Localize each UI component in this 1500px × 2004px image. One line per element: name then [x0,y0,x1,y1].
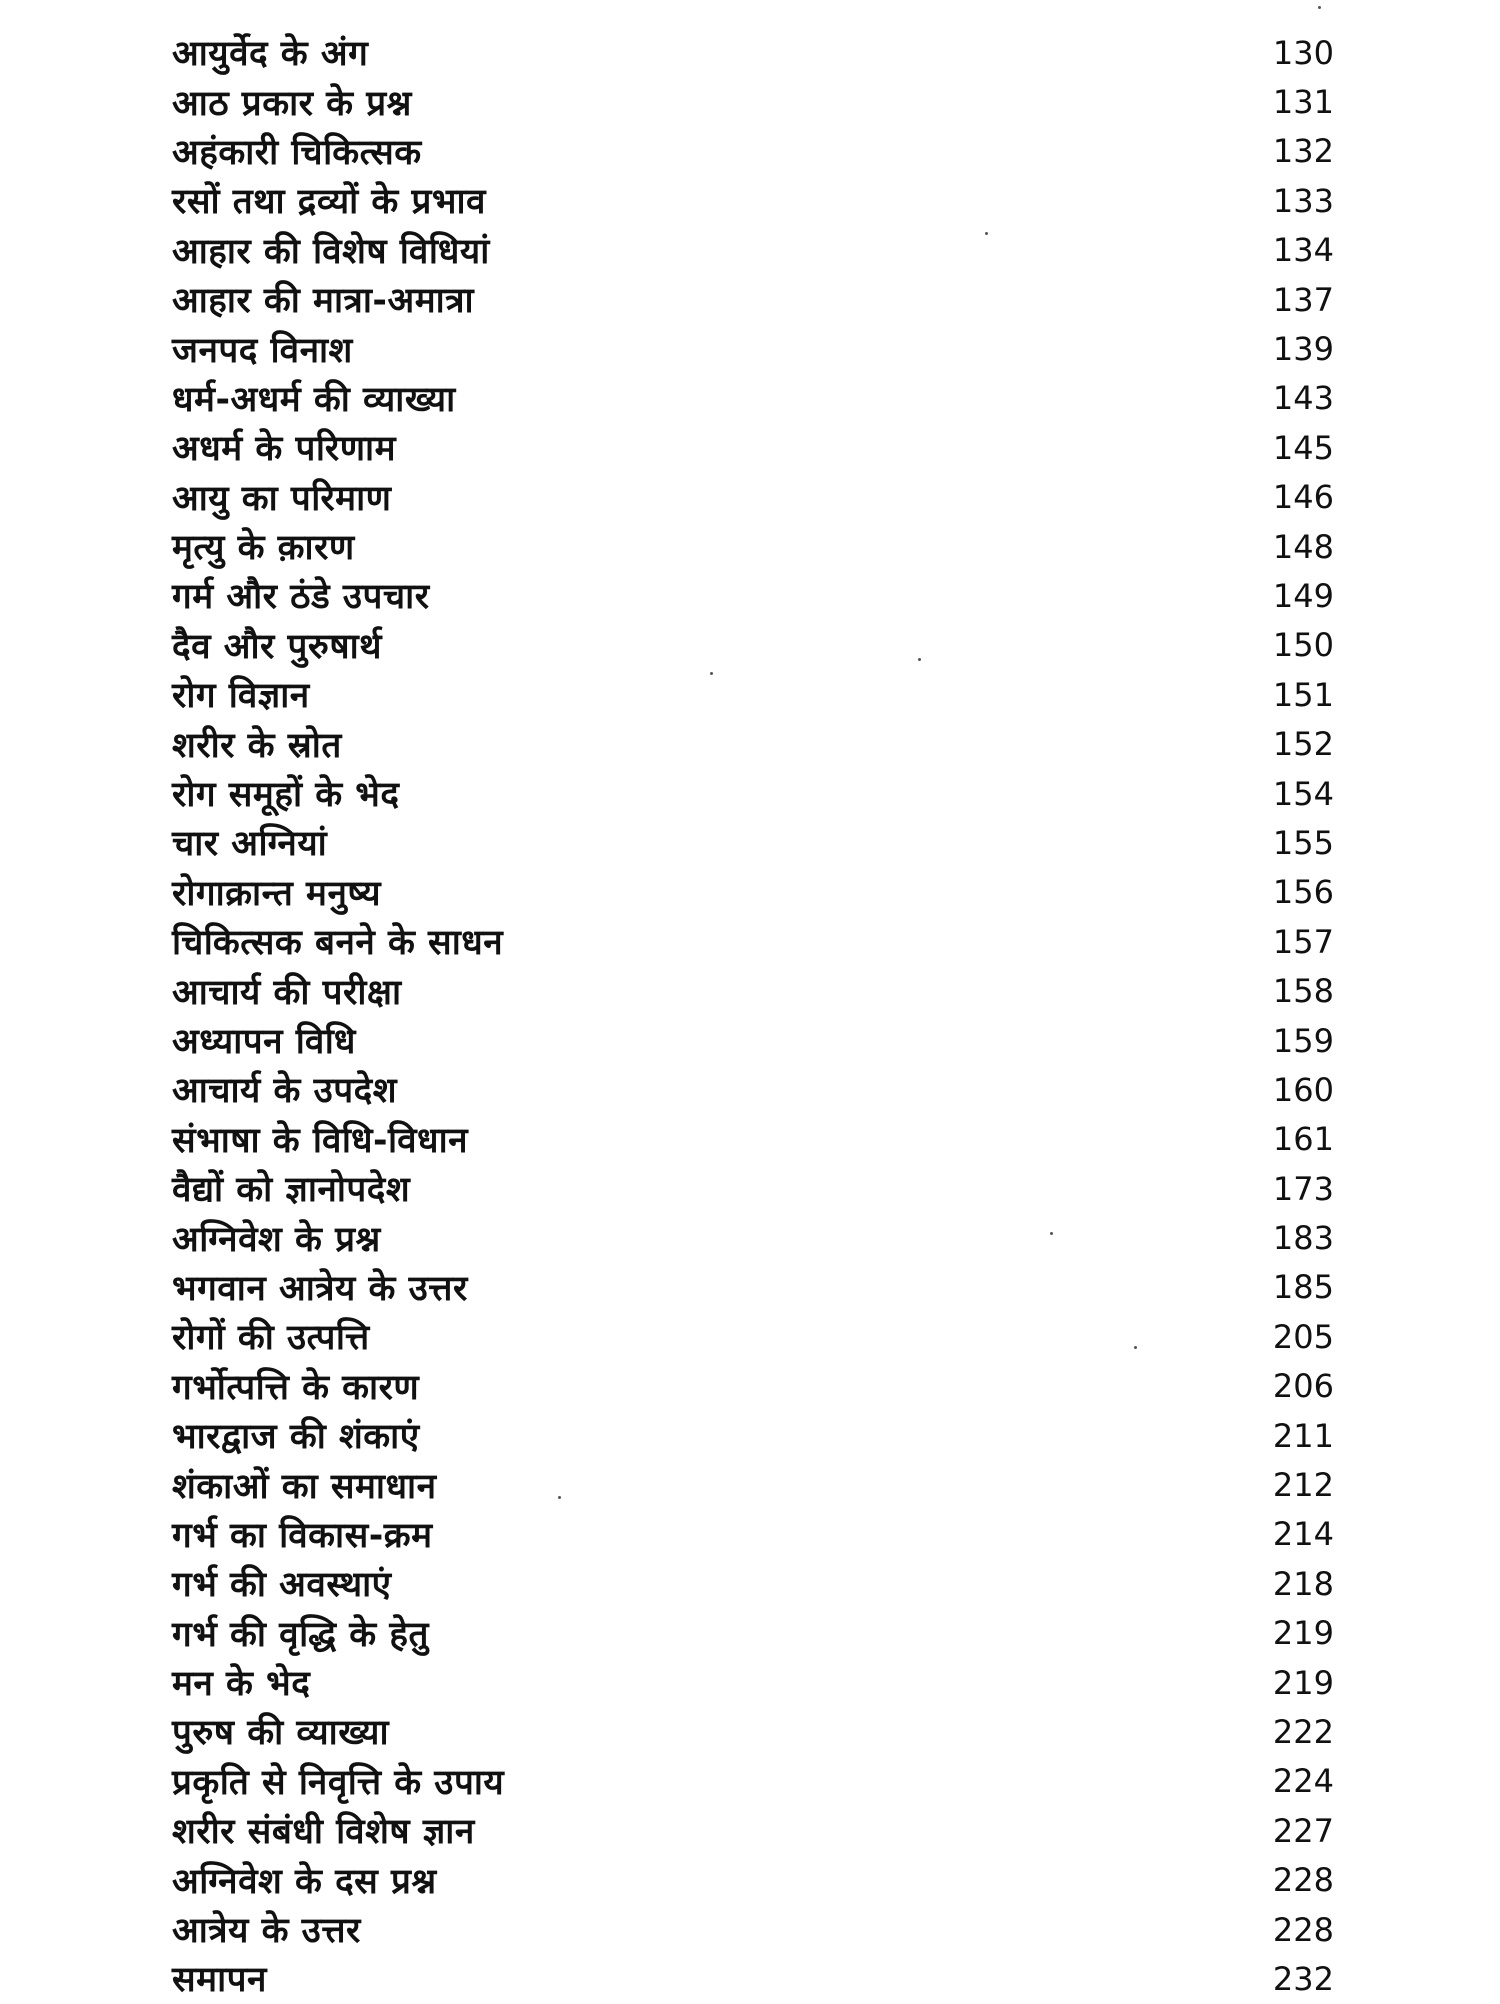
toc-entry-page-number: 227 [1272,1811,1334,1850]
toc-entry-title: अग्निवेश के दस प्रश्न [172,1861,437,1902]
toc-entry-title: वैद्यों को ज्ञानोपदेश [172,1170,411,1211]
toc-entry-title: प्रकृति से निवृत्ति के उपाय [172,1762,505,1803]
toc-entry-page-number: 232 [1272,1959,1334,1998]
toc-entry [172,1757,1342,1806]
toc-entry-title: मन के भेद [172,1664,311,1705]
toc-entry-title: मृत्यु के क़ारण [172,528,355,569]
toc-entry [172,621,1342,670]
toc-entry-title: अध्यापन विधि [172,1022,356,1062]
toc-entry-page-number: 134 [1272,231,1334,270]
toc-entry-page-number: 139 [1272,330,1334,369]
toc-entry [172,1411,1342,1460]
toc-entry-title: गर्भ की वृद्धि के हेतु [172,1614,429,1655]
toc-entry-title: गर्म और ठंडे उपचार [172,577,430,618]
toc-entry-title: शंकाओं का समाधान [172,1466,437,1507]
toc-entry [172,1559,1342,1608]
toc-entry [172,818,1342,867]
toc-entry-page-number: 156 [1272,873,1334,912]
toc-entry [172,28,1342,77]
toc-entry-title: शरीर संबंधी विशेष ज्ञान [172,1812,475,1853]
toc-entry-page-number: 157 [1272,922,1334,961]
toc-entry-page-number: 228 [1272,1910,1334,1949]
toc-entry-title: चिकित्सक बनने के साधन [172,923,504,964]
toc-entry-title: अहंकारी चिकित्सक [172,132,422,173]
toc-entry-title: जनपद विनाश [172,330,353,371]
toc-entry-title: शरीर के स्रोत [172,725,342,766]
toc-entry-title: आहार की विशेष विधियां [172,231,490,272]
toc-entry [172,670,1342,719]
toc-entry [172,176,1342,225]
toc-entry-title: रोग समूहों के भेद [172,775,400,816]
toc-entry [172,571,1342,620]
toc-entry [172,1312,1342,1361]
toc-entry [172,1510,1342,1559]
toc-entry-page-number: 219 [1272,1663,1334,1702]
toc-entry [172,1658,1342,1707]
toc-entry-page-number: 151 [1272,675,1334,714]
toc-entry-page-number: 185 [1272,1268,1334,1307]
toc-entry-title: रसों तथा द्रव्यों के प्रभाव [172,182,487,223]
toc-entry-title: गर्भ की अवस्थाएं [172,1565,392,1606]
toc-entry-page-number: 130 [1272,33,1334,72]
toc-entry-title: समापन [172,1960,267,2001]
toc-entry [172,1213,1342,1262]
table-of-contents [172,28,1342,2004]
toc-entry [172,1362,1342,1411]
toc-entry-page-number: 155 [1272,823,1334,862]
toc-entry [172,1954,1342,2003]
toc-entry [172,1065,1342,1114]
toc-entry-title: चार अग्नियां [172,824,328,865]
toc-entry-page-number: 206 [1272,1367,1334,1406]
toc-entry-page-number: 154 [1272,774,1334,813]
toc-entry [172,1806,1342,1855]
toc-entry [172,1016,1342,1065]
toc-entry-title: भारद्वाज की शंकाएं [172,1417,420,1458]
toc-entry-title: संभाषा के विधि-विधान [172,1120,469,1161]
toc-entry-title: आठ प्रकार के प्रश्न [172,83,412,124]
toc-entry-page-number: 133 [1272,181,1334,220]
toc-entry-page-number: 173 [1272,1169,1334,1208]
toc-entry [172,275,1342,324]
toc-entry [172,868,1342,917]
toc-entry-page-number: 224 [1272,1762,1334,1801]
toc-entry-title: आचार्य के उपदेश [172,1071,398,1112]
toc-entry-title: आहार की मात्रा-अमात्रा [172,281,475,322]
toc-entry-page-number: 222 [1272,1712,1334,1751]
toc-entry-page-number: 148 [1272,527,1334,566]
toc-entry-page-number: 131 [1272,83,1334,122]
toc-entry-title: आत्रेय के उत्तर [172,1911,361,1952]
toc-entry-title: आयु का परिमाण [172,478,392,519]
toc-entry [172,374,1342,423]
toc-entry-page-number: 132 [1272,132,1334,171]
toc-entry [172,1115,1342,1164]
toc-entry [172,423,1342,472]
toc-entry [172,226,1342,275]
toc-entry-page-number: 160 [1272,1070,1334,1109]
toc-entry [172,1164,1342,1213]
toc-entry-page-number: 218 [1272,1564,1334,1603]
toc-entry-page-number: 214 [1272,1515,1334,1554]
toc-entry [172,1263,1342,1312]
toc-entry [172,127,1342,176]
toc-entry-title: गर्भ का विकास-क्रम [172,1515,433,1556]
toc-entry [172,1905,1342,1954]
toc-entry-page-number: 183 [1272,1219,1334,1258]
toc-entry-title: दैव और पुरुषार्थ [172,626,383,667]
toc-entry-title: पुरुष की व्याख्या [172,1713,390,1754]
toc-entry-page-number: 143 [1272,379,1334,418]
toc-entry-title: रोगों की उत्पत्ति [172,1318,370,1359]
toc-entry-title: रोगाक्रान्त मनुष्य [172,873,382,914]
toc-entry-page-number: 159 [1272,1021,1334,1060]
toc-entry [172,917,1342,966]
toc-entry [172,1707,1342,1756]
scan-speck [1318,6,1321,9]
toc-entry-page-number: 146 [1272,478,1334,517]
toc-entry-title: अधर्म के परिणाम [172,429,397,470]
toc-entry-page-number: 205 [1272,1317,1334,1356]
toc-entry [172,324,1342,373]
toc-entry-page-number: 212 [1272,1466,1334,1505]
toc-entry-page-number: 161 [1272,1120,1334,1159]
toc-entry-title: गर्भोत्पत्ति के कारण [172,1367,420,1408]
toc-entry [172,719,1342,768]
toc-entry [172,473,1342,522]
toc-entry-title: धर्म-अधर्म की व्याख्या [172,379,456,420]
toc-entry-title: आयुर्वेद के अंग [172,34,369,75]
toc-entry [172,769,1342,818]
toc-entry [172,1460,1342,1509]
toc-entry-page-number: 150 [1272,626,1334,665]
toc-entry-page-number: 145 [1272,428,1334,467]
toc-entry-title: रोग विज्ञान [172,676,310,717]
toc-entry [172,966,1342,1015]
toc-entry-title: आचार्य की परीक्षा [172,972,402,1013]
toc-entry-page-number: 158 [1272,972,1334,1011]
toc-entry-title: भगवान आत्रेय के उत्तर [172,1268,468,1309]
toc-entry-page-number: 137 [1272,280,1334,319]
toc-entry [172,77,1342,126]
toc-entry-page-number: 149 [1272,576,1334,615]
toc-entry [172,522,1342,571]
toc-entry [172,1609,1342,1658]
toc-entry-title: अग्निवेश के प्रश्न [172,1219,381,1260]
toc-entry-page-number: 219 [1272,1614,1334,1653]
toc-entry [172,1855,1342,1904]
toc-entry-page-number: 152 [1272,725,1334,764]
toc-entry-page-number: 228 [1272,1861,1334,1900]
toc-entry-page-number: 211 [1272,1416,1334,1455]
